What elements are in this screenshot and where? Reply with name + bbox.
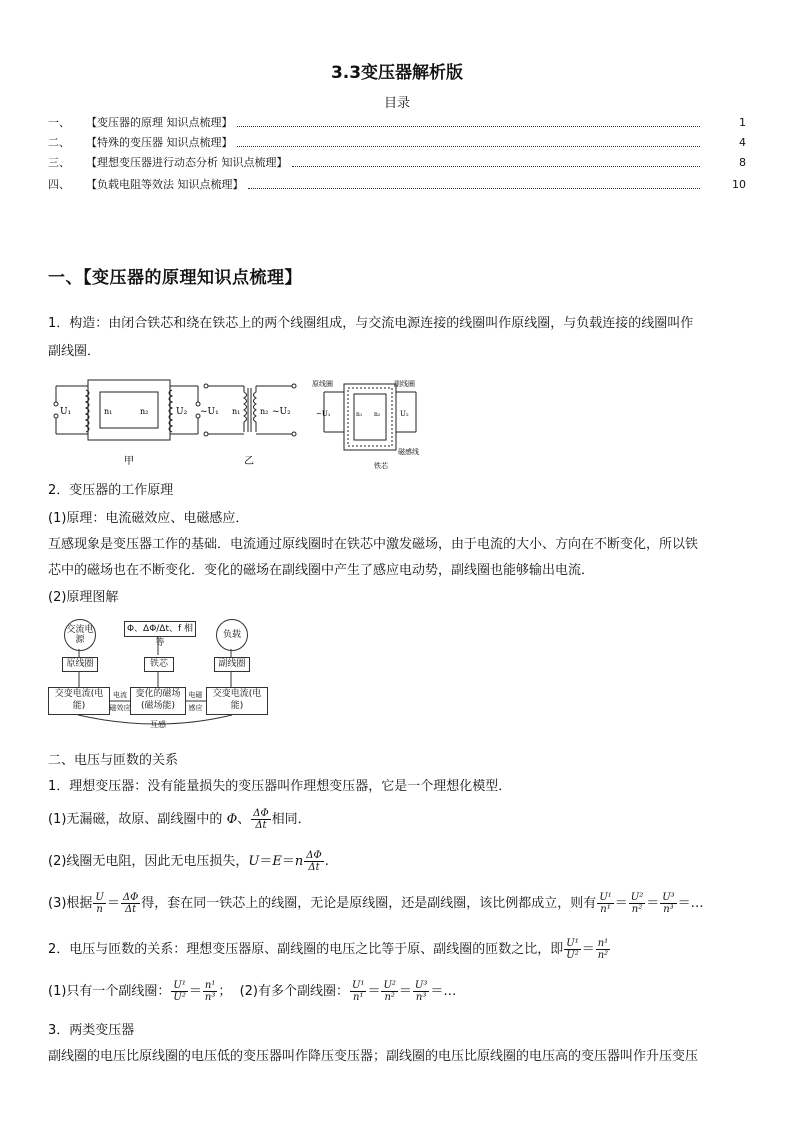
label-n1-yi: n₁: [232, 407, 241, 416]
label-u1: U₁: [60, 407, 72, 417]
text: (3)根据: [48, 896, 93, 911]
edge-label-mutual: 互感: [150, 720, 166, 729]
formula-line: (2)线圈无电阻，因此无电压损失，U＝E＝n $\frac{\Delta\Phi}{\Delta t}$ .: [48, 850, 329, 873]
paragraph: (2)原理图解: [48, 590, 119, 605]
formula-line: (1)只有一个副线圈： $\frac{\text{U¹}}{\text{U²}}$ ＝ $\frac{\text{n¹}}{\text{n³}}$ ； (2)有多个副线圈： $\frac{\text{U¹}}{\text{n¹}}$ ＝ $\frac{\text{U²}}{\text{n²}}$ ＝ $\frac{\text{U³}}{\text{n³}}$ ＝…: [48, 980, 457, 1003]
paragraph: 2．变压器的工作原理: [48, 483, 174, 498]
edge-label: 磁效应: [109, 704, 131, 712]
text: 相同．: [271, 812, 311, 827]
toc-item-label: 【特殊的变压器 知识点梳理】: [86, 136, 233, 149]
toc-item-number: 三、: [48, 156, 70, 169]
toc-item-page: 8: [739, 155, 746, 169]
paragraph: 副线圈．: [48, 344, 101, 359]
toc-leader-dots: [292, 158, 701, 167]
toc-item-number: 一、: [48, 116, 70, 129]
toc-item[interactable]: [48, 154, 746, 170]
toc-item-page: 10: [732, 177, 746, 191]
paragraph: 互感现象是变压器工作的基础．电流通过原线圈时在铁芯中激发磁场，由于电流的大小、方向在不断变化，所以铁: [48, 537, 699, 552]
text: (1)只有一个副线圈：: [48, 984, 171, 999]
label-u1-yi: ~U₁: [200, 407, 219, 417]
edge-label: 电磁: [188, 691, 203, 699]
paragraph: 3．两类变压器: [48, 1023, 135, 1038]
label-n1: n₁: [104, 407, 113, 416]
formula-line: 2．电压与匝数的关系：理想变压器原、副线圈的电压之比等于原、副线圈的匝数之比，即 $\frac{\text{U¹}}{\text{U²}}$ ＝ $\frac{\text{n¹}}{\text{n²}}$: [48, 938, 609, 961]
transformer-figure: [48, 372, 448, 472]
node-secondary: 副线圈: [214, 657, 250, 672]
page-title: 3.3变压器解析版: [330, 63, 464, 83]
node-magnetic: 变化的磁场(磁场能): [130, 687, 186, 715]
edge-label: 感应: [188, 704, 203, 712]
node-equal: Φ、ΔΦ/Δt、f 相等: [124, 621, 196, 637]
paragraph: 1．理想变压器：没有能量损失的变压器叫作理想变压器，它是一个理想化模型．: [48, 779, 512, 794]
text: 2．电压与匝数的关系：理想变压器原、副线圈的电压之比等于原、副线圈的匝数之比，即: [48, 942, 564, 957]
label-secondary-coil: 副线圈: [394, 380, 415, 388]
node-load: 负载: [216, 619, 248, 651]
label-n2: n₂: [140, 407, 149, 416]
text: (2)线圈无电阻，因此无电压损失，: [48, 854, 249, 869]
principle-diagram: [48, 615, 268, 735]
toc-leader-dots: [237, 138, 701, 147]
label-n2-bing: n₂: [374, 411, 381, 418]
toc-item-label: 【负载电阻等效法 知识点梳理】: [86, 178, 244, 191]
section-heading-2: 二、电压与匝数的关系: [48, 753, 179, 768]
toc-heading: 目录: [383, 96, 410, 111]
label-n2-yi: n₂: [260, 407, 269, 416]
label-n1-bing: n₁: [356, 411, 363, 418]
figure-label-jia: 甲: [124, 456, 134, 467]
node-core: 铁芯: [144, 657, 174, 672]
node-ac-out: 交变电流(电能): [206, 687, 268, 715]
paragraph: (1)原理：电流磁效应、电磁感应．: [48, 511, 249, 526]
toc-item-number: 二、: [48, 136, 70, 149]
text: (2)有多个副线圈：: [239, 984, 350, 999]
formula-line: (1)无漏磁，故原、副线圈中的 Φ、 $\frac{\Delta\Phi}{\Delta t}$ 相同．: [48, 808, 311, 831]
paragraph: 1．构造：由闭合铁芯和绕在铁芯上的两个线圈组成，与交流电源连接的线圈叫作原线圈，与负载连接的线圈叫作: [48, 316, 694, 331]
text: (1)无漏磁，故原、副线圈中的: [48, 812, 223, 827]
toc-item[interactable]: [48, 134, 746, 150]
node-ac-in: 交变电流(电能): [48, 687, 110, 715]
formula-line: (3)根据 $\frac{U}{n}$ ＝ $\frac{\Delta\Phi}{\Delta t}$ 得，套在同一铁芯上的线圈，无论是原线圈，还是副线圈，该比例都成立，则有 $\frac{\text{U¹}}{\text{n¹}}$ ＝ $\frac{\text{U²}}{\text{n²}}$ ＝ $\frac{\text{U³}}{\text{n³}}$ ＝…: [48, 892, 704, 915]
label-iron-core: 铁芯: [374, 462, 388, 470]
node-ac-source: 交流电源: [64, 619, 96, 651]
figure-label-yi: 乙: [244, 456, 254, 467]
label-flux-lines: 磁感线: [398, 448, 419, 456]
toc-item-number: 四、: [48, 178, 70, 191]
node-primary: 原线圈: [62, 657, 98, 672]
label-u1-bing: ~U₁: [316, 410, 331, 418]
label-u2-yi: ~U₂: [272, 407, 291, 417]
toc-item-page: 4: [739, 135, 746, 149]
paragraph: 芯中的磁场也在不断变化．变化的磁场在副线圈中产生了感应电动势，副线圈也能够输出电流．: [48, 563, 595, 578]
section-heading: 一、【变压器的原理知识点梳理】: [48, 268, 302, 288]
text: 得，套在同一铁芯上的线圈，无论是原线圈，还是副线圈，该比例都成立，则有: [141, 896, 597, 911]
label-primary-coil: 原线圈: [312, 380, 333, 388]
toc-item-label: 【理想变压器进行动态分析 知识点梳理】: [86, 156, 288, 169]
toc-item-label: 【变压器的原理 知识点梳理】: [86, 116, 233, 129]
paragraph: 副线圈的电压比原线圈的电压低的变压器叫作降压变压器；副线圈的电压比原线圈的电压高的变压器叫作升压变压: [48, 1049, 699, 1064]
label-u2: U₂: [176, 407, 188, 417]
edge-label: 电流: [113, 691, 127, 699]
toc-item[interactable]: [48, 176, 746, 192]
label-u2-bing: U₂: [400, 410, 409, 418]
toc-item-page: 1: [739, 115, 746, 129]
toc-item[interactable]: [48, 114, 746, 130]
toc-leader-dots: [237, 118, 701, 127]
toc-leader-dots: [248, 180, 701, 189]
